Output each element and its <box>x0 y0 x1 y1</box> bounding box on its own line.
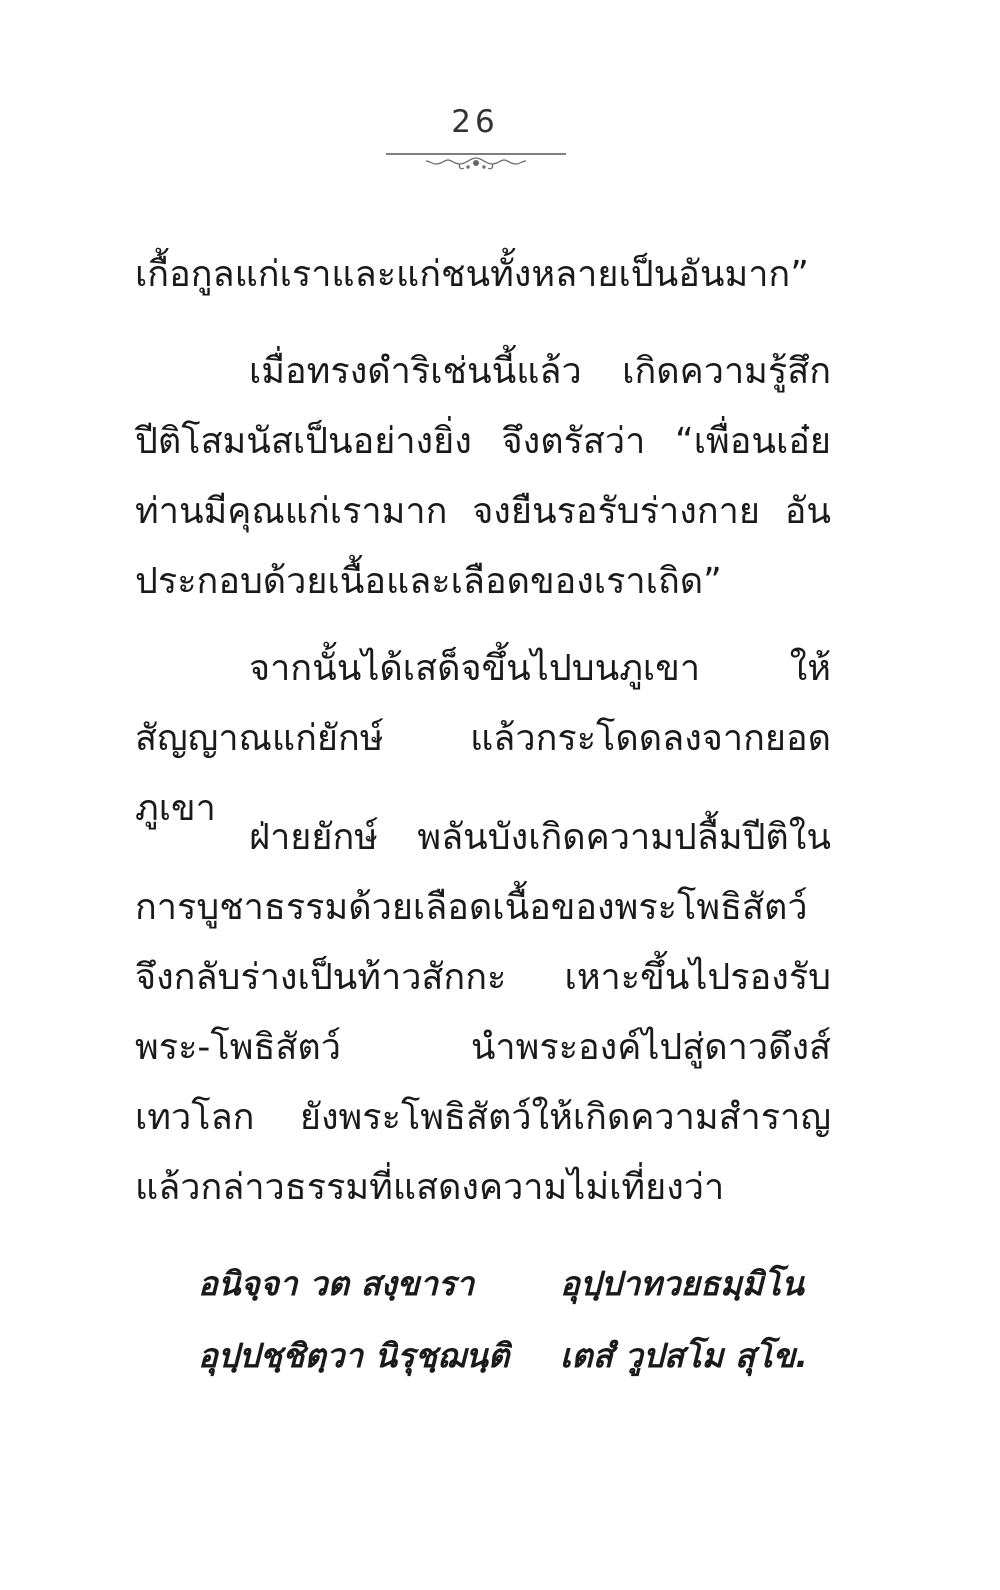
paragraph-continuation: เกื้อกูลแก่เราและแก่ชนทั้งหลายเป็นอันมาก” <box>135 254 809 295</box>
pali-verse <box>198 1248 818 1392</box>
page-number: 26 <box>451 104 499 140</box>
verse-line-2 <box>198 1320 818 1392</box>
verse-line-1-part-b: อุปฺปาทวยธมฺมิโน <box>560 1264 804 1303</box>
paragraph-yaksha: ฝ่ายยักษ์ พลันบังเกิดความปลื้มปีติในการบูชาธรรมด้วยเลือดเนื้อของพระโพธิสัตว์ จึงกลับร่างเป็นท้าวสักกะ เหาะขึ้นไปรองรับพระ-โพธิสัตว์ นำพระองค์ไปสู่ดาวดึงส์เทวโลก ยังพระโพธิสัตว์ให้เกิดความสำราญ แล้วกล่าวธรรมที่แสดงความไม่เที่ยงว่า <box>135 817 831 1208</box>
paragraph-reflection: เมื่อทรงดำริเช่นนี้แล้ว เกิดความรู้สึกปีติโสมนัสเป็นอย่างยิ่ง จึงตรัสว่า “เพื่อนเอ๋ย ท่านมีคุณแก่เรามาก จงยืนรอรับร่างกาย อันประกอบด้วยเนื้อและเลือดของเราเถิด” <box>135 351 831 602</box>
verse-line-2-part-b: เตสํ วูปสโม สุโข. <box>560 1336 808 1375</box>
ornament-divider-icon <box>386 150 566 176</box>
verse-line-1 <box>198 1248 818 1320</box>
verse-line-2-part-a: อุปฺปชฺชิตฺวา นิรุชฺฌนฺติ <box>198 1336 510 1375</box>
paragraph-leap: จากนั้นได้เสด็จขึ้นไปบนภูเขา ให้สัญญาณแก่ยักษ์ แล้วกระโดดลงจากยอดภูเขา <box>135 648 831 829</box>
verse-line-1-part-a: อนิจฺจา วต สงฺขารา <box>198 1264 475 1303</box>
